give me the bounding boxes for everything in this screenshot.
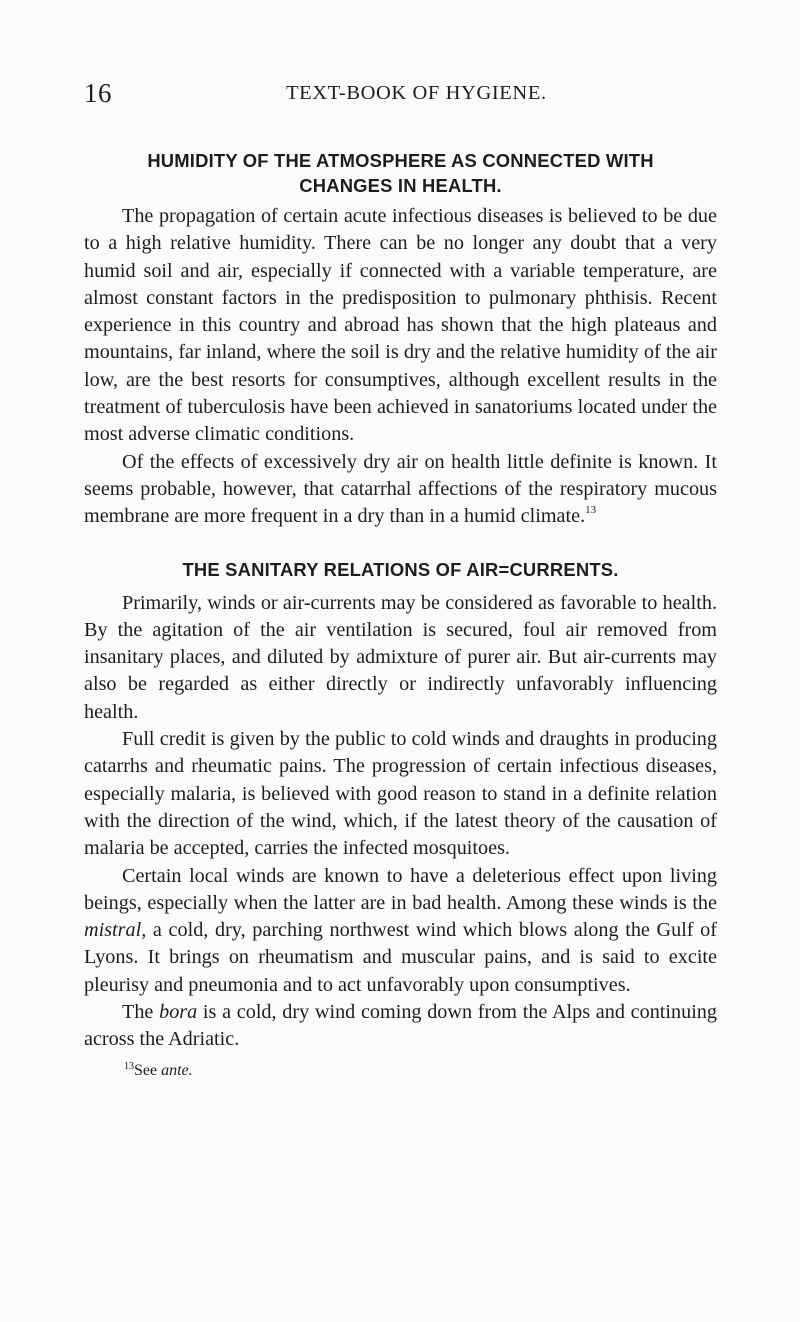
section-heading-air-currents: THE SANITARY RELATIONS OF AIR=CURRENTS. <box>182 558 619 580</box>
paragraph-air-currents-3 <box>84 863 717 999</box>
paragraph-humidity-1: The propagation of certain acute infectious diseases is believed to be due to a high relative humidity. There can be no longer any doubt that a very humid soil and air, especially if connected with a variable temperature, are almost constant factors in the predisposition to pulmonary phthisis. Recent experience in this country and abroad has shown that the high plateaus and mountains, far inland, where the soil is dry and the relative humidity of the air low, are the best resorts for consumptives, although excellent results in the treatment of tuberculosis have been achieved in sanatoriums located under the most adverse climatic conditions. <box>84 205 717 446</box>
paragraph-air-currents-4-rest: is a cold, dry wind coming down from the Alps and continuing across the Adriatic. <box>84 1001 717 1051</box>
paragraph-air-currents-1: Primarily, winds or air-currents may be considered as favorable to health. By the agitation of the air ventilation is secured, foul air removed from insanitary places, and diluted by admixture of purer air. But air-currents may also be regarded as either directly or indirectly unfavorably influencing health. <box>84 591 717 723</box>
paragraph-air-currents-4 <box>84 999 717 1054</box>
page-content <box>84 148 717 1081</box>
footnote-italic: ante. <box>161 1061 193 1079</box>
term-mistral: mistral, <box>84 919 147 942</box>
footnote-reference: 13 <box>585 504 597 517</box>
paragraph-air-currents-2: Full credit is given by the public to cold winds and draughts in producing catarrhs and rheumatic pains. The progression of certain infectious diseases, especially malaria, is believed with good reason to stand in a definite relation with the direction of the wind, which, if the latest theory of the causation of malaria be accepted, carries the infected mosquitoes. <box>84 728 717 860</box>
footnote-number: 13 <box>124 1060 134 1072</box>
footnote <box>84 1061 717 1081</box>
book-title: TEXT-BOOK OF HYGIENE. <box>286 82 547 104</box>
paragraph-air-currents-3-lead: Certain local winds are known to have a deleterious effect upon living beings, especially when the latter are in bad health. Among these winds is the <box>84 864 717 914</box>
running-head <box>84 76 724 110</box>
section-heading-humidity: HUMIDITY OF THE ATMOSPHERE AS CONNECTED WITH CHANGES IN HEALTH. <box>147 150 654 196</box>
paragraph-air-currents-3-rest: a cold, dry, parching northwest wind which blows along the Gulf of Lyons. It brings on rheumatism and muscular pains, and is said to excite pleurisy and pneumonia and to act unfavorably upon consumptives. <box>84 919 717 996</box>
page-number: 16 <box>84 78 112 108</box>
term-bora: bora <box>159 1001 198 1024</box>
paragraph-humidity-2 <box>84 449 717 531</box>
paragraph-air-currents-4-lead: The <box>122 1001 160 1024</box>
paragraph-humidity-2-text: Of the effects of excessively dry air on health little definite is known. It seems probable, however, that catarrhal affections of the respiratory mucous membrane are more frequent in a dry than in a humid climate. <box>84 450 717 528</box>
footnote-text: See <box>134 1061 162 1079</box>
